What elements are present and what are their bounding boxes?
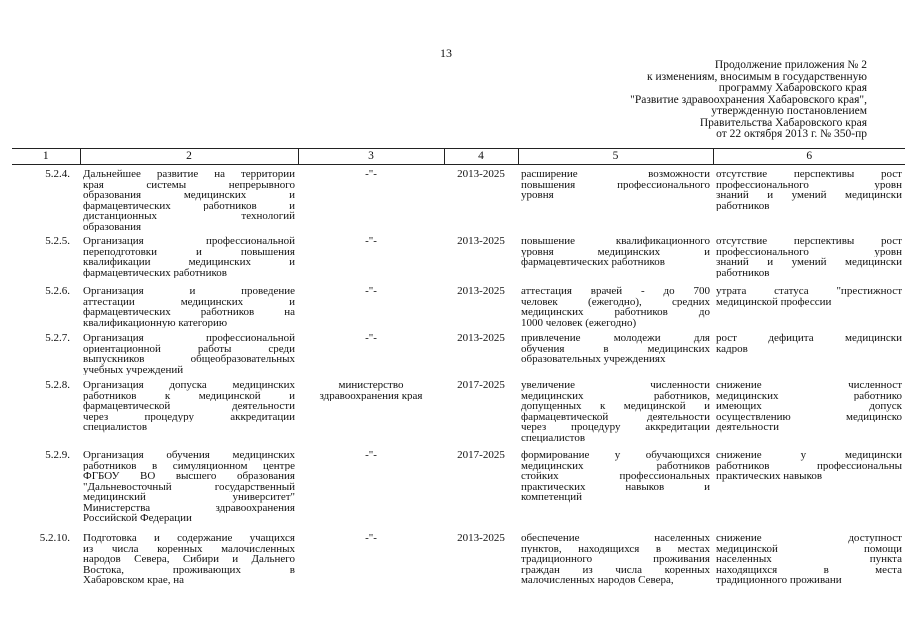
row-number: 5.2.9. — [45, 449, 70, 461]
executor-line: министерство — [338, 380, 404, 391]
risk-consequence — [713, 529, 905, 589]
period: 2013-2025 — [457, 168, 505, 180]
expected-result — [518, 329, 713, 376]
expected-result-line: расширение возможности — [521, 169, 710, 180]
measure-name-line: аттестации медицинских и — [83, 296, 295, 307]
measure-name-line: Организация и проведение — [83, 286, 295, 297]
expected-result-line: увеличение численности — [521, 380, 710, 391]
row-number: 5.2.10. — [39, 532, 70, 544]
measure-name-line: специалистов — [83, 422, 148, 433]
risk-consequence-line: населенных пункта — [716, 554, 902, 565]
expected-result-line: допущенных к медицинской и — [521, 401, 710, 412]
measure-name-line: учебных учреждений — [83, 364, 184, 375]
measure-name-line: фармацевтических работников и — [83, 200, 295, 211]
measure-name — [80, 165, 298, 233]
expected-result-line: фармацевтической деятельности — [521, 411, 710, 422]
measure-name-line: Хабаровском крае, на — [83, 575, 184, 586]
measure-name-line: фармацевтических работников — [83, 267, 227, 278]
table-row — [12, 329, 905, 376]
measure-name-line: Дальнейшее развитие на территории — [83, 169, 295, 180]
executor-line: -"- — [365, 236, 377, 247]
expected-result — [518, 376, 713, 446]
expected-result-line: малочисленных народов Севера, — [521, 575, 674, 586]
header-line: Правительства Хабаровского края — [699, 116, 867, 129]
measure-name-line: Российской Федерации — [83, 513, 192, 524]
appendix-header — [447, 60, 867, 141]
risk-consequence-line: отсутствие перспективы рост — [716, 169, 902, 180]
header-line: "Развитие здравоохранения Хабаровского края", — [630, 93, 867, 106]
expected-result-line: медицинских работников — [521, 460, 710, 471]
expected-result-line: уровня — [521, 190, 554, 201]
column-header-4: 4 — [444, 149, 518, 165]
column-header-2: 2 — [80, 149, 298, 165]
measure-name-line: квалификации медицинских и — [83, 257, 295, 268]
risk-consequence-line: знаний и умений медицински — [716, 257, 902, 268]
risk-consequence-line: снижение численност — [716, 380, 902, 391]
row-number: 5.2.8. — [45, 379, 70, 391]
expected-result-line: обучения в медицинских — [521, 343, 710, 354]
expected-result-line: образовательных учреждениях — [521, 354, 666, 365]
measures-table — [12, 148, 905, 589]
executor — [298, 376, 444, 446]
measure-name — [80, 376, 298, 446]
measure-name — [80, 232, 298, 282]
risk-consequence-line: деятельности — [716, 422, 779, 433]
measure-name-line: медицинский университет" — [83, 492, 295, 503]
measure-name-line: Министерства здравоохранения — [83, 502, 295, 513]
measure-name-line: Подготовка и содержание учащихся — [83, 533, 295, 544]
measure-name-line: Организация профессиональной — [83, 236, 295, 247]
expected-result-line: 1000 человек (ежегодно) — [521, 317, 637, 328]
period: 2017-2025 — [457, 379, 505, 391]
expected-result-line: граждан из числа коренных — [521, 564, 710, 575]
measure-name — [80, 529, 298, 589]
risk-consequence — [713, 376, 905, 446]
measure-name-line: края системы непрерывного — [83, 179, 295, 190]
period: 2013-2025 — [457, 235, 505, 247]
period: 2013-2025 — [457, 532, 505, 544]
measure-name-line: ФГБОУ ВО высшего образования — [83, 471, 295, 482]
risk-consequence-line: знаний и умений медицински — [716, 190, 902, 201]
expected-result-line: медицинских работников до — [521, 307, 710, 318]
table-row — [12, 376, 905, 446]
row-number: 5.2.5. — [45, 235, 70, 247]
header-line: к изменениям, вносимым в государственную — [647, 70, 867, 83]
executor-line: здравоохранения края — [319, 390, 423, 401]
expected-result-line: практических навыков и — [521, 481, 710, 492]
measure-name-line: квалификационную категорию — [83, 317, 228, 328]
executor — [298, 329, 444, 376]
risk-consequence-line: традиционного проживани — [716, 575, 842, 586]
risk-consequence-line: медицинских работнико — [716, 390, 902, 401]
measure-name — [80, 282, 298, 329]
executor-line: -"- — [365, 533, 377, 544]
period: 2017-2025 — [457, 449, 505, 461]
expected-result-line: через процедуру аккредитации — [521, 422, 710, 433]
expected-result-line: медицинских работников, — [521, 390, 710, 401]
risk-consequence — [713, 329, 905, 376]
risk-consequence-line: профессионального уровн — [716, 246, 902, 257]
risk-consequence-line: утрата статуса "престижност — [716, 286, 902, 297]
header-line: программу Хабаровского края — [718, 82, 867, 94]
period: 2013-2025 — [457, 332, 505, 344]
risk-consequence-line: работников профессиональны — [716, 460, 902, 471]
risk-consequence-line: работников — [716, 200, 770, 211]
expected-result — [518, 232, 713, 282]
measure-name-line: из числа коренных малочисленных — [83, 543, 295, 554]
measure-name-line: переподготовки и повышения — [83, 246, 295, 257]
expected-result-line: стойких профессиональных — [521, 471, 710, 482]
expected-result-line: человек (ежегодно), средних — [521, 296, 710, 307]
risk-consequence — [713, 232, 905, 282]
header-line: утвержденную постановлением — [711, 105, 867, 117]
measure-name-line: ориентационной работы среди — [83, 343, 295, 354]
row-number: 5.2.4. — [45, 168, 70, 180]
expected-result — [518, 446, 713, 529]
column-header-3: 3 — [298, 149, 444, 165]
risk-consequence — [713, 446, 905, 529]
header-line: Продолжение приложения № 2 — [714, 59, 867, 71]
executor — [298, 165, 444, 233]
expected-result-line: пунктов, находящихся в местах — [521, 543, 710, 554]
expected-result-line: обеспечение населенных — [521, 533, 710, 544]
measure-name-line: "Дальневосточный государственный — [83, 481, 295, 492]
risk-consequence-line: осуществлению медицинско — [716, 411, 902, 422]
risk-consequence-line: медицинской помощи — [716, 543, 902, 554]
risk-consequence-line: снижение доступност — [716, 533, 902, 544]
risk-consequence-line: отсутствие перспективы рост — [716, 236, 902, 247]
expected-result-line: привлечение молодежи для — [521, 333, 710, 344]
executor-line: -"- — [365, 450, 377, 461]
executor — [298, 446, 444, 529]
expected-result-line: фармацевтических работников — [521, 257, 665, 268]
column-header-6: 6 — [713, 149, 905, 165]
measure-name-line: дистанционных технологий — [83, 211, 295, 222]
measure-name-line: Организация обучения медицинских — [83, 450, 295, 461]
measure-name-line: фармацевтических работников на — [83, 307, 295, 318]
table-row — [12, 232, 905, 282]
risk-consequence-line: имеющих допуск — [716, 401, 902, 412]
expected-result-line: традиционного проживания — [521, 554, 710, 565]
risk-consequence-line: медицинской профессии — [716, 296, 832, 307]
risk-consequence — [713, 165, 905, 233]
executor-line: -"- — [365, 286, 377, 297]
measure-name-line: Востока, проживающих в — [83, 564, 295, 575]
measure-name-line: фармацевтической деятельности — [83, 401, 295, 412]
risk-consequence-line: профессионального уровн — [716, 179, 902, 190]
risk-consequence-line: находящихся в места — [716, 564, 902, 575]
row-number: 5.2.7. — [45, 332, 70, 344]
risk-consequence-line: рост дефицита медицински — [716, 333, 902, 344]
executor — [298, 232, 444, 282]
measure-name-line: работников к медицинской и — [83, 390, 295, 401]
column-header-1: 1 — [12, 149, 80, 165]
risk-consequence-line: практических навыков — [716, 471, 823, 482]
header-line: от 22 октября 2013 г. № 350-пр — [716, 128, 867, 140]
measure-name — [80, 329, 298, 376]
risk-consequence-line: кадров — [716, 343, 748, 354]
table-row — [12, 165, 905, 233]
table-row — [12, 529, 905, 589]
expected-result-line: уровня медицинских и — [521, 246, 710, 257]
executor — [298, 529, 444, 589]
measure-name-line: народов Севера, Сибири и Дальнего — [83, 554, 295, 565]
executor — [298, 282, 444, 329]
period: 2013-2025 — [457, 285, 505, 297]
risk-consequence-line: снижение у медицински — [716, 450, 902, 461]
column-number-row — [12, 149, 905, 165]
measure-name-line: Организация допуска медицинских — [83, 380, 295, 391]
measure-name — [80, 446, 298, 529]
expected-result — [518, 282, 713, 329]
expected-result — [518, 529, 713, 589]
table-row — [12, 282, 905, 329]
expected-result — [518, 165, 713, 233]
measure-name-line: через процедуру аккредитации — [83, 411, 295, 422]
risk-consequence — [713, 282, 905, 329]
risk-consequence-line: работников — [716, 267, 770, 278]
executor-line: -"- — [365, 333, 377, 344]
expected-result-line: формирование у обучающихся — [521, 450, 710, 461]
measure-name-line: Организация профессиональной — [83, 333, 295, 344]
expected-result-line: компетенций — [521, 492, 583, 503]
measure-name-line: работников в симуляционном центре — [83, 460, 295, 471]
measure-name-line: образования медицинских и — [83, 190, 295, 201]
column-header-5: 5 — [518, 149, 713, 165]
expected-result-line: повышения профессионального — [521, 179, 710, 190]
expected-result-line: аттестация врачей - до 700 — [521, 286, 710, 297]
measure-name-line: образования — [83, 221, 142, 232]
table-row — [12, 446, 905, 529]
expected-result-line: специалистов — [521, 432, 586, 443]
measure-name-line: выпускников общеобразовательных — [83, 354, 295, 365]
page-number: 13 — [440, 46, 452, 60]
row-number: 5.2.6. — [45, 285, 70, 297]
executor-line: -"- — [365, 169, 377, 180]
expected-result-line: повышение квалификационного — [521, 236, 710, 247]
